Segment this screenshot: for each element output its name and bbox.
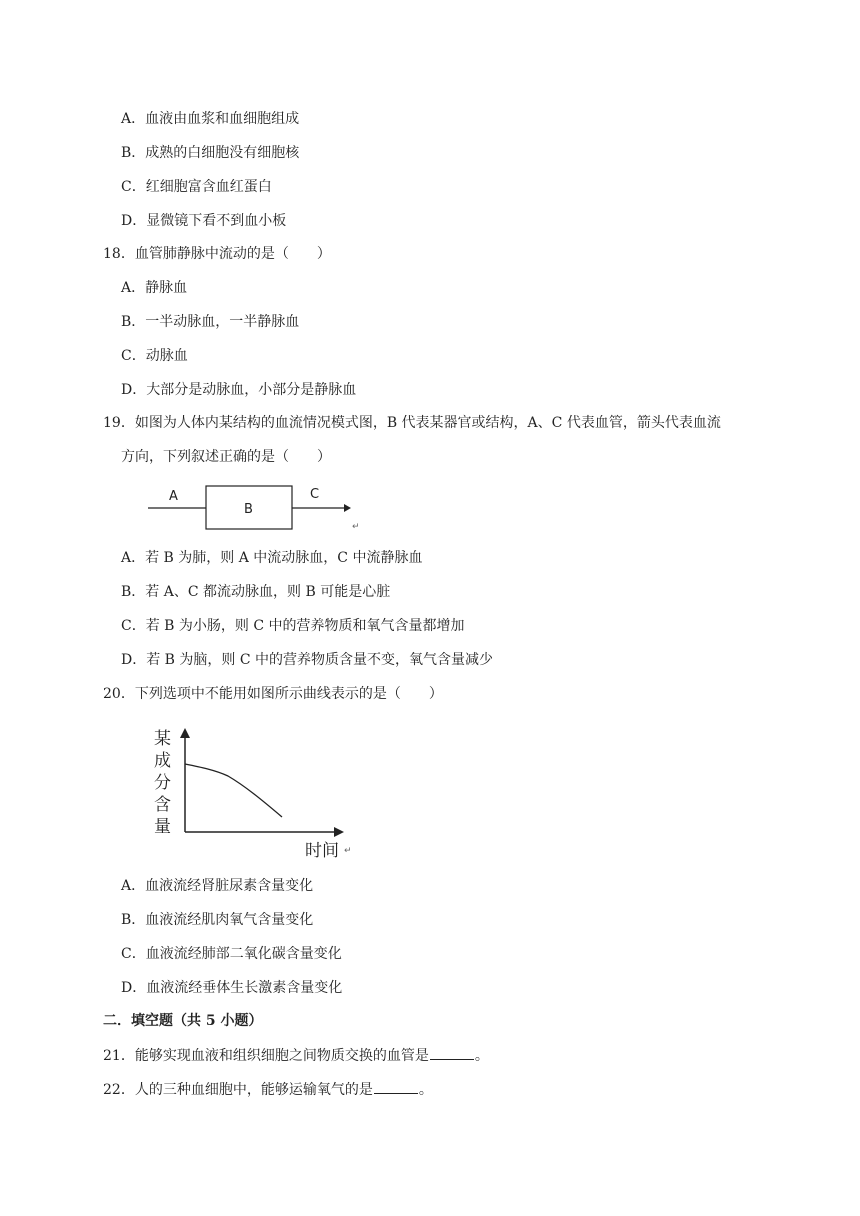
x-axis-arrow-icon [334, 827, 344, 837]
q18-stem: 18．血管肺静脉中流动的是（ ） [103, 246, 331, 262]
q22-answer-blank[interactable] [374, 1079, 418, 1094]
q21-answer-blank[interactable] [430, 1045, 474, 1060]
q18-option-d: D．大部分是动脉血，小部分是静脉血 [121, 382, 357, 398]
return-mark-icon: ↵ [344, 846, 352, 856]
q22-text-before: 22．人的三种血细胞中，能够运输氧气的是 [103, 1082, 373, 1098]
q21-text-after: 。 [474, 1048, 489, 1064]
q20-option-d: D．血液流经垂体生长激素含量变化 [121, 980, 343, 996]
return-mark-icon: ↵ [352, 522, 360, 532]
q17-option-b: B．成熟的白细胞没有细胞核 [121, 145, 300, 161]
q17-option-d: D．显微镜下看不到血小板 [121, 213, 287, 229]
ylabel-char-4: 含 [154, 795, 171, 815]
section-title-fill-in: 二．填空题（共 5 小题） [103, 1013, 263, 1029]
q19-stem-line1: 19．如图为人体内某结构的血流情况模式图，B 代表某器官或结构，A、C 代表血管，箭头代表血流 [103, 415, 721, 431]
q19-blood-flow-diagram [140, 478, 365, 534]
q19-option-c: C．若 B 为小肠，则 C 中的营养物质和氧气含量都增加 [121, 618, 465, 634]
q18-option-c: C．动脉血 [121, 348, 188, 364]
q20-option-b: B．血液流经肌肉氧气含量变化 [121, 912, 314, 928]
q20-option-a: A．血液流经肾脏尿素含量变化 [121, 878, 314, 894]
arrow-c-head-icon [344, 504, 351, 512]
q17-option-a: A．血液由血浆和血细胞组成 [121, 111, 300, 127]
ylabel-char-1: 某 [154, 729, 171, 749]
label-b: B [244, 502, 253, 517]
q19-option-d: D．若 B 为脑，则 C 中的营养物质含量不变，氧气含量减少 [121, 652, 494, 668]
q18-option-a: A．静脉血 [121, 280, 188, 296]
q17-option-c: C．红细胞富含血红蛋白 [121, 179, 272, 195]
label-c: C [310, 487, 320, 502]
content-curve [185, 764, 282, 817]
q18-option-b: B．一半动脉血，一半静脉血 [121, 314, 300, 330]
ylabel-char-2: 成 [154, 751, 171, 771]
q21-text-before: 21．能够实现血液和组织细胞之间物质交换的血管是 [103, 1048, 429, 1064]
y-axis-arrow-icon [180, 728, 190, 738]
xlabel: 时间 [305, 841, 339, 860]
q20-curve-chart [150, 724, 355, 860]
q21-stem [103, 1045, 489, 1066]
q20-stem: 20．下列选项中不能用如图所示曲线表示的是（ ） [103, 686, 443, 702]
q19-option-b: B．若 A、C 都流动脉血，则 B 可能是心脏 [121, 584, 391, 600]
ylabel-char-3: 分 [154, 773, 171, 793]
q22-stem [103, 1079, 433, 1100]
q19-stem-line2: 方向，下列叙述正确的是（ ） [121, 449, 331, 465]
label-a: A [169, 489, 178, 504]
q19-option-a: A．若 B 为肺，则 A 中流动脉血，C 中流静脉血 [121, 550, 423, 566]
q22-text-after: 。 [418, 1082, 433, 1098]
q20-option-c: C．血液流经肺部二氧化碳含量变化 [121, 946, 342, 962]
ylabel-char-5: 量 [154, 817, 171, 837]
